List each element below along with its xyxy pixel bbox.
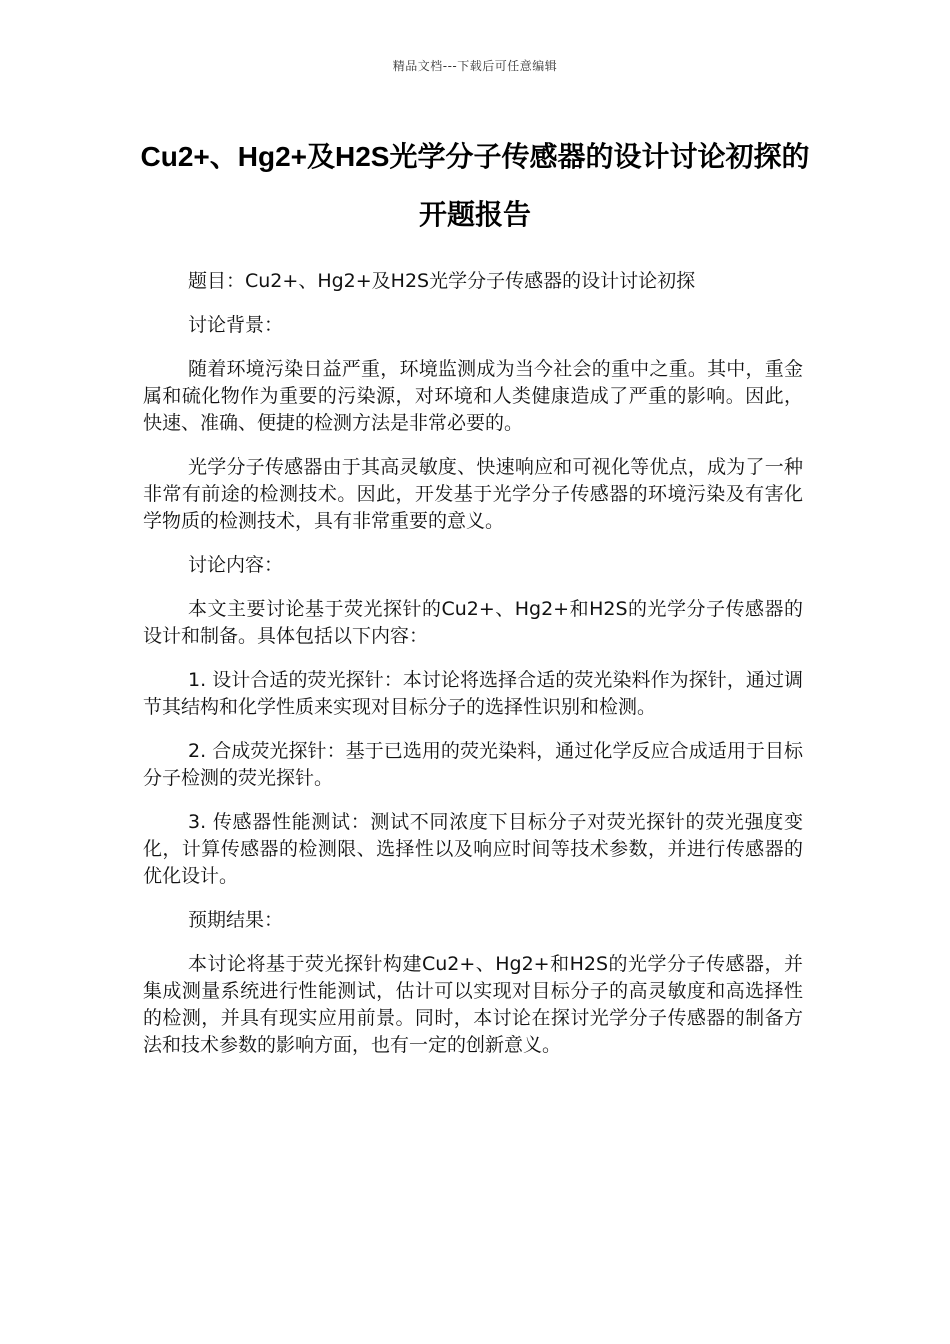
content-intro-paragraph: 本文主要讨论基于荧光探针的Cu2+、Hg2+和H2S的光学分子传感器的设计和制备。具体包括以下内容： xyxy=(143,598,803,647)
content-item-2: 2. 合成荧光探针：基于已选用的荧光染料，通过化学反应合成适用于目标分子检测的荧光探针。 xyxy=(143,740,803,789)
header-note: 精品文档---下载后可任意编辑 xyxy=(392,59,558,73)
results-paragraph: 本讨论将基于荧光探针构建Cu2+、Hg2+和H2S的光学分子传感器，并集成测量系统进行性能测试，估计可以实现对目标分子的高灵敏度和高选择性的检测，并具有现实应用前景。同时，本讨论在探讨光学分子传感器的制备方法和技术参数的影响方面，也有一定的创新意义。 xyxy=(143,953,803,1056)
background-paragraph-1: 随着环境污染日益严重，环境监测成为当今社会的重中之重。其中，重金属和硫化物作为重要的污染源，对环境和人类健康造成了严重的影响。因此，快速、准确、便捷的检测方法是非常必要的。 xyxy=(143,358,803,434)
background-paragraph-2: 光学分子传感器由于其高灵敏度、快速响应和可视化等优点，成为了一种非常有前途的检测技术。因此，开发基于光学分子传感器的环境污染及有害化学物质的检测技术，具有非常重要的意义。 xyxy=(143,456,803,532)
topic-line: 题目：Cu2+、Hg2+及H2S光学分子传感器的设计讨论初探 xyxy=(188,270,696,292)
background-heading: 讨论背景： xyxy=(188,314,284,336)
content-item-3: 3. 传感器性能测试：测试不同浓度下目标分子对荧光探针的荧光强度变化，计算传感器的检测限、选择性以及响应时间等技术参数，并进行传感器的优化设计。 xyxy=(143,811,803,887)
content-heading: 讨论内容： xyxy=(188,554,284,576)
document-body xyxy=(143,268,803,1076)
content-item-1: 1. 设计合适的荧光探针：本讨论将选择合适的荧光染料作为探针，通过调节其结构和化学性质来实现对目标分子的选择性识别和检测。 xyxy=(143,669,803,718)
document-title: Cu2+、Hg2+及H2S光学分子传感器的设计讨论初探的开题报告 xyxy=(140,141,810,230)
results-heading: 预期结果： xyxy=(188,909,284,931)
